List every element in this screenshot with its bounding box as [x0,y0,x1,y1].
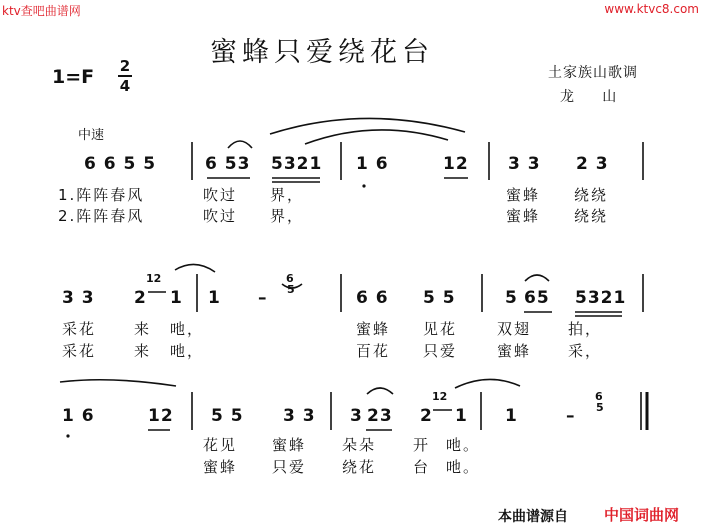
lyric-verse2: 蜜蜂 [506,207,541,225]
note-group: 65 [524,288,550,308]
lyric-verse2: 绕绕 [574,207,609,225]
note-group: 3 3 [62,288,95,308]
lyric-verse2: 吹过 [203,207,238,225]
lyric-verse2: 采花 [62,342,97,360]
slur [455,379,520,388]
note-group: 2 3 [576,154,609,174]
lyric-verse2: 蜜蜂 [203,458,238,476]
lyric-verse2: 只爱 [272,458,307,476]
grace-note: 5 [287,283,295,296]
octave-dot [66,434,69,437]
note-group: 3 [350,406,363,426]
watermark-left: ktv查吧曲谱网 [2,4,81,18]
slur [228,141,252,148]
lyric-verse2: 台 [413,458,431,476]
lyric-verse1: 界， [270,186,305,204]
lyric-verse2: 只爱 [423,342,458,360]
slur [282,284,302,288]
lyric-verse1: 绕绕 [574,186,609,204]
note-group: 1 [505,406,518,426]
grace-note: 12 [432,390,448,403]
lyric-verse2: 2.阵阵春风 [58,207,145,225]
lyric-verse1: 拍， [568,320,603,338]
lyric-verse1: 开 [413,436,431,454]
note-group: 2 [134,288,147,308]
lyric-verse2: 绕花 [342,458,377,476]
lyric-verse1: 蜜蜂 [506,186,541,204]
note-group: 5 5 [211,406,244,426]
lyric-verse2: 来 [134,342,152,360]
grace-note: 6 [595,390,603,403]
lyric-verse1: 见花 [423,320,458,338]
lyric-verse1: 1.阵阵春风 [58,186,145,204]
note-group: 3 3 [283,406,316,426]
lyric-verse2: 采， [568,342,603,360]
slur [270,118,465,134]
key-signature: 1=F [52,66,95,88]
note-group: 1 [208,288,221,308]
note-group: 5321 [575,288,627,308]
note-group: 5 [505,288,518,308]
lyric-verse2: 吔， [170,342,205,360]
lyric-verse1: 采花 [62,320,97,338]
credit-arranger: 龙 山 [560,89,618,105]
footer-source-site: 中国词曲网 [604,506,680,524]
note-group: 5 5 [423,288,456,308]
time-signature-bottom: 4 [119,77,131,95]
note-group: 1 6 [356,154,389,174]
note-group: 3 3 [508,154,541,174]
note-group: 1 6 [62,406,95,426]
time-signature-top: 2 [119,57,131,75]
sustain-dash: – [258,288,268,308]
note-group: 23 [367,406,393,426]
lyric-verse1: 吹过 [203,186,238,204]
slur [305,130,448,144]
note-group: 12 [148,406,174,426]
lyric-verse2: 百花 [356,342,391,360]
slur [60,380,176,386]
watermark-right: www.ktvc8.com [604,2,699,16]
lyric-verse1: 双翅 [497,320,532,338]
note-group: 12 [443,154,469,174]
lyric-verse1: 蜜蜂 [272,436,307,454]
note-group: 6 6 [356,288,389,308]
note-group: 1 [455,406,468,426]
note-group: 5321 [271,154,323,174]
sustain-dash: – [566,406,576,426]
grace-note: 6 [286,272,294,285]
lyric-verse1: 吔。 [446,436,481,454]
tempo-marking: 中速 [78,128,105,143]
lyric-verse1: 朵朵 [342,436,377,454]
octave-dot [362,184,365,187]
lyric-verse1: 蜜蜂 [356,320,391,338]
lyric-verse1: 吔， [170,320,205,338]
note-group: 2 [420,406,433,426]
slur [175,264,215,272]
lyric-verse2: 界， [270,207,305,225]
song-title: 蜜蜂只爱绕花台 [210,37,434,68]
lyric-verse2: 蜜蜂 [497,342,532,360]
note-group: 6 53 [205,154,251,174]
footer-source-label: 本曲谱源自 [498,509,568,525]
credit-origin: 土家族山歌调 [548,65,638,81]
slur [367,388,393,394]
note-group: 6 6 5 5 [84,154,157,174]
grace-note: 12 [146,272,162,285]
note-group: 1 [170,288,183,308]
lyric-verse1: 来 [134,320,152,338]
slur [525,275,549,281]
grace-note: 5 [596,401,604,414]
lyric-verse1: 花见 [203,436,238,454]
lyric-verse2: 吔。 [446,458,481,476]
